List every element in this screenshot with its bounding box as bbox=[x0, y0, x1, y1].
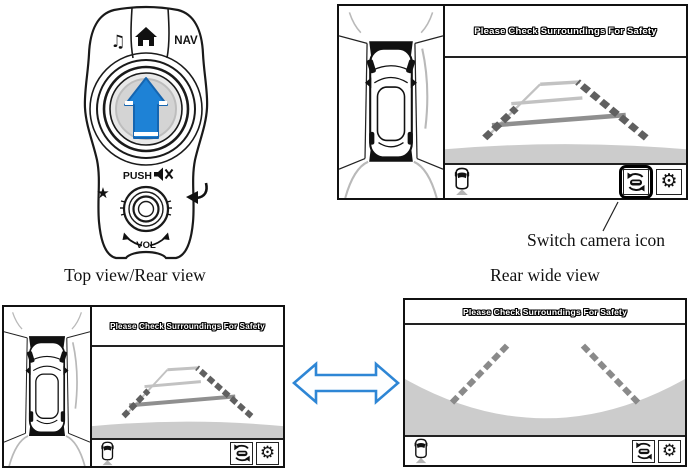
display-toolbar bbox=[405, 435, 685, 465]
vehicle-sensor-icon bbox=[412, 438, 430, 464]
parking-guidelines bbox=[92, 347, 283, 438]
warning-banner bbox=[405, 300, 685, 325]
leader-line bbox=[597, 201, 623, 233]
topview-panel bbox=[339, 6, 445, 198]
nav-button[interactable] bbox=[174, 35, 198, 47]
star-icon: ★ bbox=[96, 184, 110, 202]
ground-strip bbox=[445, 144, 686, 163]
steering-guide-curve bbox=[73, 342, 77, 408]
rear-camera-view bbox=[92, 347, 283, 438]
display-rear-wide-view bbox=[403, 298, 687, 467]
switch-camera-icon[interactable] bbox=[230, 442, 253, 465]
parking-guidelines bbox=[445, 58, 686, 163]
display-top-rear-view-small bbox=[2, 305, 285, 468]
warning-banner-text: Please Check Surroundings For Safety bbox=[462, 306, 628, 317]
topview-panel bbox=[4, 307, 92, 466]
music-button[interactable] bbox=[110, 32, 125, 52]
warning-banner-text: Please Check Surroundings For Safety bbox=[110, 321, 265, 331]
switch-camera-label: Switch camera icon bbox=[527, 230, 666, 250]
caption-rear-wide-view: Rear wide view bbox=[490, 265, 600, 285]
caption-top-rear-view: Top view/Rear view bbox=[64, 265, 206, 285]
switch-camera-icon[interactable] bbox=[632, 440, 655, 463]
rear-camera-view bbox=[445, 58, 686, 163]
gear-icon[interactable]: ⚙ bbox=[658, 440, 681, 463]
display-toolbar bbox=[92, 438, 283, 466]
switch-camera-icon[interactable] bbox=[623, 169, 649, 195]
gear-icon[interactable]: ⚙ bbox=[656, 169, 682, 195]
warning-banner bbox=[445, 6, 686, 58]
vehicle-topdown bbox=[365, 49, 417, 158]
vehicle-sensor-icon bbox=[99, 441, 116, 466]
star-button[interactable] bbox=[96, 184, 109, 202]
rear-wide-camera-view bbox=[405, 325, 685, 435]
music-note-icon: ♫ bbox=[110, 32, 126, 52]
nav-button-label: NAV bbox=[174, 35, 198, 47]
warning-banner bbox=[92, 307, 283, 347]
svg-text:VOL: VOL bbox=[136, 240, 156, 251]
swap-arrow bbox=[291, 356, 401, 411]
ground-curve bbox=[405, 379, 685, 435]
steering-guide-curve bbox=[422, 49, 427, 129]
vehicle-topdown bbox=[26, 342, 69, 432]
vehicle-sensor-icon bbox=[452, 167, 472, 196]
back-arrow-icon bbox=[197, 183, 207, 198]
display-toolbar bbox=[445, 163, 686, 198]
display-top-rear-view bbox=[337, 4, 688, 200]
gear-icon[interactable]: ⚙ bbox=[256, 442, 279, 465]
warning-banner-text: Please Check Surroundings For Safety bbox=[474, 25, 657, 37]
push-label: PUSH bbox=[122, 170, 152, 182]
switch-camera-highlight bbox=[619, 165, 653, 199]
wide-view-guidelines bbox=[405, 325, 685, 435]
ground-strip bbox=[92, 422, 283, 438]
rotary-controller bbox=[80, 2, 215, 262]
